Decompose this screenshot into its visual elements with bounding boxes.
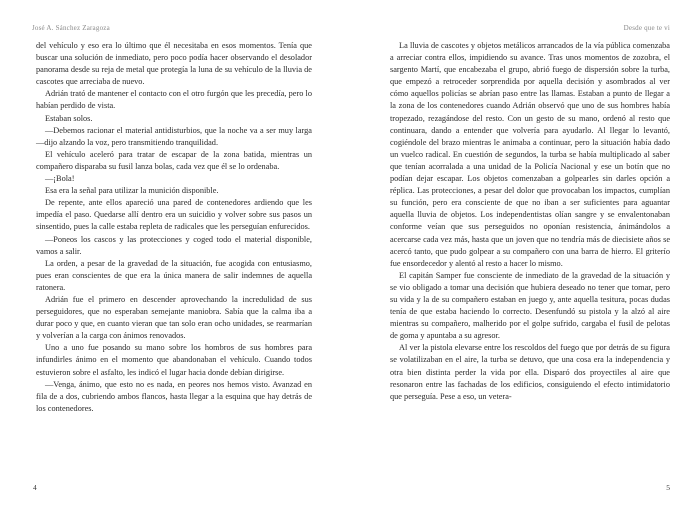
paragraph: La lluvia de cascotes y objetos metálicos arrancados de la vía pública comenzaba a arreciar contra ellos, impidiendo su avance. Tras unos momentos de zozobra, el sargento Martí, que encabezaba el grupo, abrió fuego de dispersión sobre la turba, que empezó a retroceder sorprendida por aquella decisión y asombrados al ver cómo aquellos policías se abrían paso entre las llamas. Estaban a punto de llegar a la zona de los contenedores cuando Adrián observó que uno de sus hombres había tropezado, rezagándose del resto. Con un gesto de su mano, ordenó al resto que continuara, dando a entender que volvería para ayudarlo. Al llegar lo levantó, cogiéndole del brazo mientras le animaba a continuar, pero la situación había dado un vuelco radical. En cuestión de segundos, la turba se había multiplicado al saber que tenían acorralada a una unidad de la Policía Nacional y ese un botín que no podían dejar escapar. Los objetos comenzaban a golpearles sin darles opción a réplica. Las protecciones, a pesar del dolor que provocaban los impactos, cumplían su función, pero era consciente de que no iban a ser suficientes para aguantar aquella lluvia de objetos. Los independentistas olían sangre y se envalentonaban conforme veían que sus perseguidos no oponían resistencia, ánimándolos a acercarse cada vez más, hasta que un joven que no tendría más de diecisiete años se acercó tanto, que pudo golpear a su compañero con una barra de hierro. El griterío fue ensordecedor y alentó al resto a hacer lo mismo. <box>390 41 670 268</box>
paragraph: —Poneos los cascos y las protecciones y coged todo el material disponible, vamos a salir. <box>36 234 312 256</box>
paragraph: Adrián trató de mantener el contacto con el otro furgón que les precedía, pero lo habían perdido de vista. <box>36 89 312 111</box>
paragraph: —Debemos racionar el material antidisturbios, que la noche va a ser muy larga —dijo alzando la voz, pero transmitiendo tranquilidad. <box>36 125 312 147</box>
page-number: 5 <box>666 483 670 492</box>
paragraph: Esa era la señal para utilizar la munición disponible. <box>45 186 219 196</box>
paragraph: Adrián fue el primero en descender aprovechando la incredulidad de sus perseguidores, que no esperaban semejante maniobra. Sabía que la calma iba a durar poco y que, en cuanto vieran que tan solo eran ocho unidades, se rearmarían y volverían a la carga con ánimos renovados. <box>36 294 312 341</box>
left-page-body <box>36 40 312 415</box>
running-head-title: Desde que te vi <box>623 24 670 32</box>
paragraph: —Venga, ánimo, que esto no es nada, en peores nos hemos visto. Avanzad en fila de a dos, cubriendo ambos flancos, hasta llegar a la esquina que hay detrás de los contenedores. <box>36 379 312 413</box>
page-number: 4 <box>33 483 37 492</box>
paragraph: Uno a uno fue posando su mano sobre los hombros de sus hombres para infundirles ánimo en el momento que abandonaban el vehículo. Cuando todos estuvieron sobre el asfalto, les indicó el lugar hacia donde debían dirigirse. <box>36 343 312 377</box>
paragraph: Estaban solos. <box>45 113 93 123</box>
paragraph: La orden, a pesar de la gravedad de la situación, fue acogida con entusiasmo, pues eran conscientes de que era la única manera de salir indemnes de aquella ratonera. <box>36 258 312 292</box>
paragraph: El vehículo aceleró para tratar de escapar de la zona batida, mientras un compañero disparaba su fusil lanza bolas, cada vez que él se lo ordenaba. <box>36 149 312 171</box>
paragraph: —¡Bola! <box>45 174 75 184</box>
paragraph: Al ver la pistola elevarse entre los rescoldos del fuego que por detrás de su figura se volatilizaban en el aire, la turba se detuvo, que una cosa era la independencia y otra bien distinta perder la vida por ella. Disparó dos proyectiles al aire que resonaron entre las fachadas de los edificios, consiguiendo el efecto intimidatorio que perseguía. Pese a eso, un vetera- <box>390 343 670 401</box>
running-head-author: José A. Sánchez Zaragoza <box>32 24 110 32</box>
right-page-body <box>390 40 670 403</box>
paragraph: De repente, ante ellos apareció una pared de contenedores ardiendo que les impedía el paso. Quedarse allí dentro era un suicidio y volver sobre sus pasos un sinsentido, pues la calle estaba repleta de radicales que les perseguían enfurecidos. <box>36 198 312 232</box>
right-page <box>350 0 700 514</box>
paragraph: El capitán Samper fue consciente de inmediato de la gravedad de la situación y se vio obligado a tomar una decisión que hubiera deseado no tener que tomar, pero su vida y la de su compañero estaban en juego y, ante aquella tesitura, pocas dudas tenía de que estaba haciendo lo correcto. Desenfundó su pistola y la alzó al aire mientras su compañero, malherido por el golpe sufrido, cargaba el fusil de pelotas de goma y apuntaba a su agresor. <box>390 270 670 341</box>
paragraph: del vehículo y eso era lo último que él necesitaba en esos momentos. Tenía que buscar una solución de inmediato, pero poco podía hacer observando el desolador panorama desde su reja de metal que protegía la luna de su vehículo de la lluvia de cascotes que arreciaba de nuevo. <box>36 41 312 87</box>
